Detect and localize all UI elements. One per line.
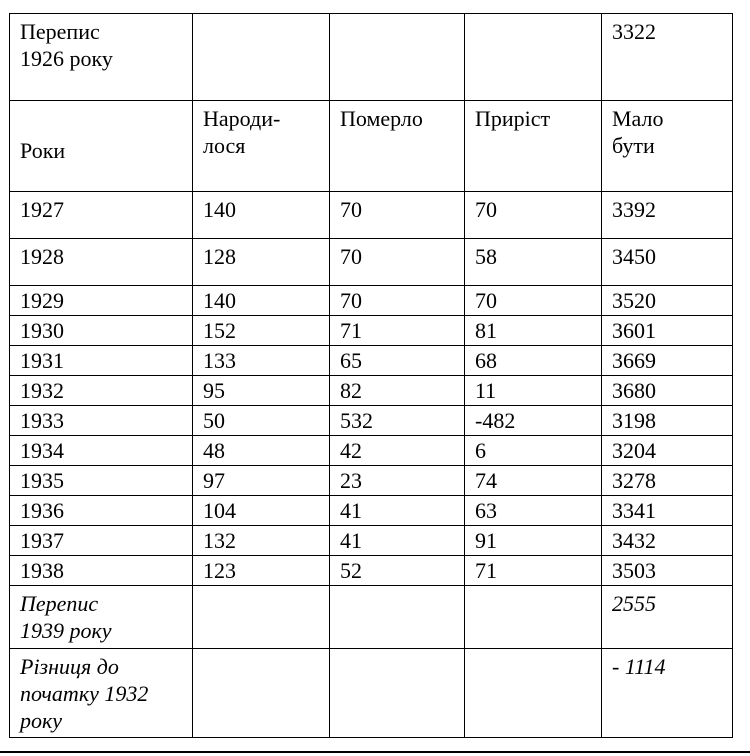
difference-label-line1: Різниця до	[20, 654, 119, 679]
empty-cell	[193, 14, 330, 101]
died-cell: 41	[330, 496, 465, 526]
census-1926-label	[10, 14, 193, 101]
born-cell: 132	[193, 526, 330, 556]
header-expected-line1: Мало	[612, 106, 664, 131]
died-cell: 532	[330, 406, 465, 436]
census-1926-value: 3322	[602, 14, 733, 101]
census-1926-label-line2: 1926 року	[20, 46, 113, 71]
year-cell: 1927	[10, 192, 193, 239]
expected-cell: 3503	[602, 556, 733, 586]
died-cell: 71	[330, 316, 465, 346]
empty-cell	[330, 14, 465, 101]
growth-cell: 81	[465, 316, 602, 346]
born-cell: 128	[193, 239, 330, 286]
growth-cell: 11	[465, 376, 602, 406]
growth-cell: 63	[465, 496, 602, 526]
empty-cell	[465, 649, 602, 738]
born-cell: 133	[193, 346, 330, 376]
table-row	[10, 526, 733, 556]
died-cell: 82	[330, 376, 465, 406]
header-expected-line2: бути	[612, 133, 655, 158]
header-years: Роки	[10, 101, 193, 192]
died-cell: 52	[330, 556, 465, 586]
census-1939-label-line1: Перепис	[20, 591, 99, 616]
growth-cell: 58	[465, 239, 602, 286]
census-1939-label-line2: 1939 року	[20, 618, 112, 643]
expected-cell: 3520	[602, 286, 733, 316]
growth-cell: 91	[465, 526, 602, 556]
died-cell: 65	[330, 346, 465, 376]
empty-cell	[193, 586, 330, 649]
header-died: Померло	[330, 101, 465, 192]
expected-cell: 3341	[602, 496, 733, 526]
growth-cell: 70	[465, 286, 602, 316]
difference-row	[10, 649, 733, 738]
table-row	[10, 556, 733, 586]
difference-label-line2: початку 1932	[20, 681, 149, 706]
growth-cell: 6	[465, 436, 602, 466]
growth-cell: -482	[465, 406, 602, 436]
year-cell: 1937	[10, 526, 193, 556]
table-row	[10, 316, 733, 346]
census-1939-value: 2555	[602, 586, 733, 649]
table-row	[10, 406, 733, 436]
died-cell: 42	[330, 436, 465, 466]
table-row	[10, 466, 733, 496]
table-row	[10, 192, 733, 239]
died-cell: 23	[330, 466, 465, 496]
expected-cell: 3680	[602, 376, 733, 406]
born-cell: 123	[193, 556, 330, 586]
population-table	[9, 13, 733, 738]
census-1926-label-line1: Перепис	[20, 19, 100, 44]
year-cell: 1938	[10, 556, 193, 586]
year-cell: 1928	[10, 239, 193, 286]
born-cell: 48	[193, 436, 330, 466]
expected-cell: 3432	[602, 526, 733, 556]
bottom-divider	[0, 751, 750, 753]
difference-label	[10, 649, 193, 738]
died-cell: 70	[330, 286, 465, 316]
empty-cell	[330, 586, 465, 649]
table-row	[10, 239, 733, 286]
empty-cell	[465, 586, 602, 649]
table-row	[10, 436, 733, 466]
census-1926-row	[10, 14, 733, 101]
header-born-line1: Народи-	[203, 106, 281, 131]
header-born	[193, 101, 330, 192]
died-cell: 41	[330, 526, 465, 556]
born-cell: 140	[193, 192, 330, 239]
expected-cell: 3669	[602, 346, 733, 376]
expected-cell: 3601	[602, 316, 733, 346]
expected-cell: 3392	[602, 192, 733, 239]
died-cell: 70	[330, 239, 465, 286]
died-cell: 70	[330, 192, 465, 239]
empty-cell	[193, 649, 330, 738]
born-cell: 50	[193, 406, 330, 436]
header-born-line2: лося	[203, 133, 246, 158]
header-growth: Приріст	[465, 101, 602, 192]
table-row	[10, 496, 733, 526]
born-cell: 152	[193, 316, 330, 346]
year-cell: 1935	[10, 466, 193, 496]
difference-label-line3: року	[20, 708, 63, 733]
expected-cell: 3278	[602, 466, 733, 496]
difference-value: - 1114	[602, 649, 733, 738]
census-1939-row	[10, 586, 733, 649]
empty-cell	[330, 649, 465, 738]
expected-cell: 3198	[602, 406, 733, 436]
year-cell: 1930	[10, 316, 193, 346]
growth-cell: 74	[465, 466, 602, 496]
empty-cell	[465, 14, 602, 101]
born-cell: 97	[193, 466, 330, 496]
growth-cell: 70	[465, 192, 602, 239]
year-cell: 1929	[10, 286, 193, 316]
born-cell: 95	[193, 376, 330, 406]
census-1939-label	[10, 586, 193, 649]
expected-cell: 3450	[602, 239, 733, 286]
born-cell: 104	[193, 496, 330, 526]
year-cell: 1936	[10, 496, 193, 526]
growth-cell: 68	[465, 346, 602, 376]
year-cell: 1934	[10, 436, 193, 466]
header-expected	[602, 101, 733, 192]
year-cell: 1932	[10, 376, 193, 406]
growth-cell: 71	[465, 556, 602, 586]
table-row	[10, 376, 733, 406]
year-cell: 1931	[10, 346, 193, 376]
table-row	[10, 346, 733, 376]
born-cell: 140	[193, 286, 330, 316]
table-row	[10, 286, 733, 316]
header-row	[10, 101, 733, 192]
year-cell: 1933	[10, 406, 193, 436]
expected-cell: 3204	[602, 436, 733, 466]
